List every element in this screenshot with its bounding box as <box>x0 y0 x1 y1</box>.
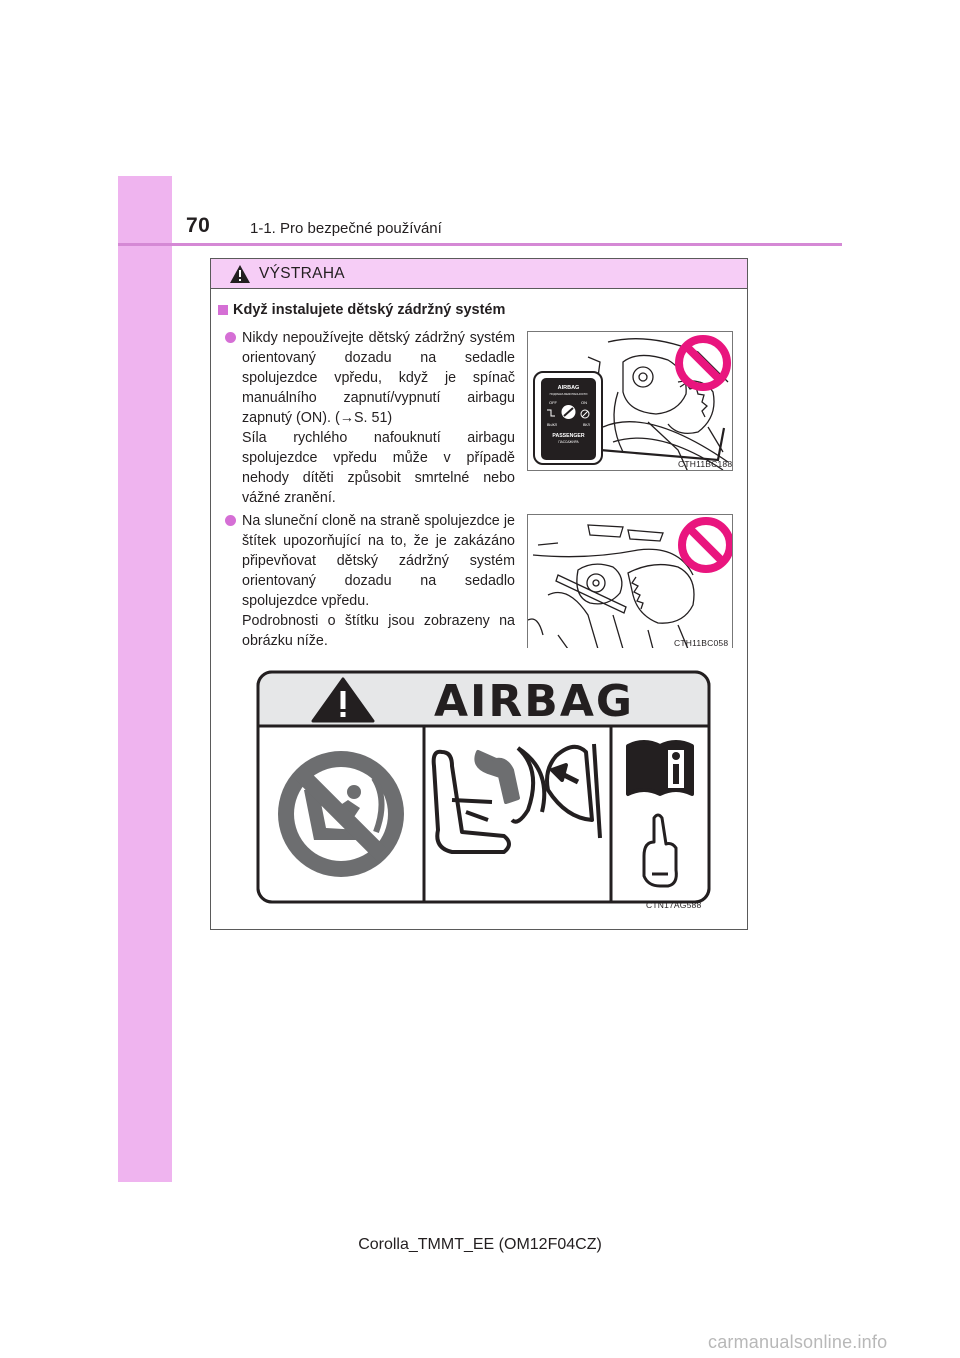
side-color-band <box>118 176 172 1182</box>
switch-passenger: PASSENGER <box>552 433 585 439</box>
figure-airbag-switch <box>527 331 733 471</box>
figure-sun-visor <box>527 514 733 648</box>
warning-subheading <box>218 302 505 318</box>
item-2-text-2: Podrobnosti o štítku jsou zobrazeny na obrázku níže. <box>242 613 515 649</box>
label-code: CTN17AG588 <box>646 900 702 910</box>
no-child-seat-icon <box>278 751 404 877</box>
warning-item-1 <box>242 328 515 508</box>
square-bullet-icon <box>218 305 228 315</box>
warning-header <box>211 259 747 289</box>
item-1-text: Nikdy nepoužívejte dětský zádržný systém orientovaný dozadu na sedadle spolujezdce vpředu, když je spínač manuálního zapnutí/vypnutí airbagu zapnutý (ON). (→S. 51) <box>242 330 515 426</box>
airbag-switch-illustration <box>528 332 733 471</box>
warning-triangle-icon <box>229 264 251 284</box>
page-number: 70 <box>186 214 211 237</box>
prohibition-icon <box>679 339 727 387</box>
item-1-text-2: Síla rychlého nafouknutí airbagu spolujezdce vpředu může v případě nehody dítěti způsobit smrtelné nebo vážné zranění. <box>242 430 515 506</box>
switch-passenger-ru: ПАССАЖИРА <box>558 440 579 444</box>
figure-2-code: CTH11BC058 <box>674 638 729 648</box>
figure-1-code: CTH11BC188 <box>678 459 733 469</box>
subheading-text: Když instalujete dětský zádržný systém <box>233 302 506 318</box>
header-rule <box>118 243 842 246</box>
watermark: carmanualsonline.info <box>708 1332 888 1352</box>
switch-off-ru: ВЫКЛ <box>547 423 558 427</box>
switch-on: ON <box>581 400 587 405</box>
footer-model: Corolla_TMMT_EE (OM12F04CZ) <box>358 1236 602 1253</box>
switch-on-ru: ВКЛ <box>583 423 590 427</box>
switch-off: OFF <box>549 400 557 405</box>
airbag-label-graphic <box>256 670 711 904</box>
sun-visor-illustration <box>528 515 733 648</box>
switch-title: AIRBAG <box>557 385 580 391</box>
section-title: 1-1. Pro bezpečné používání <box>250 220 442 237</box>
warning-item-2 <box>242 511 515 651</box>
airbag-warning-label <box>256 670 711 904</box>
warning-title: VÝSTRAHA <box>259 264 345 282</box>
prohibition-icon <box>682 521 730 569</box>
warning-box <box>210 258 748 930</box>
round-bullet-icon <box>225 332 236 343</box>
switch-subtitle: ПОДУШКА БЕЗОПАСНОСТИ <box>549 392 588 396</box>
label-heading: AIRBAG <box>433 676 635 727</box>
round-bullet-icon <box>225 515 236 526</box>
item-2-text: Na sluneční cloně na straně spolujezdce je štítek upozorňující na to, že je zakázáno připevňovat dětský zádržný systém orientovaný dozadu na sedadlo spolujezdce vpředu. <box>242 513 515 609</box>
